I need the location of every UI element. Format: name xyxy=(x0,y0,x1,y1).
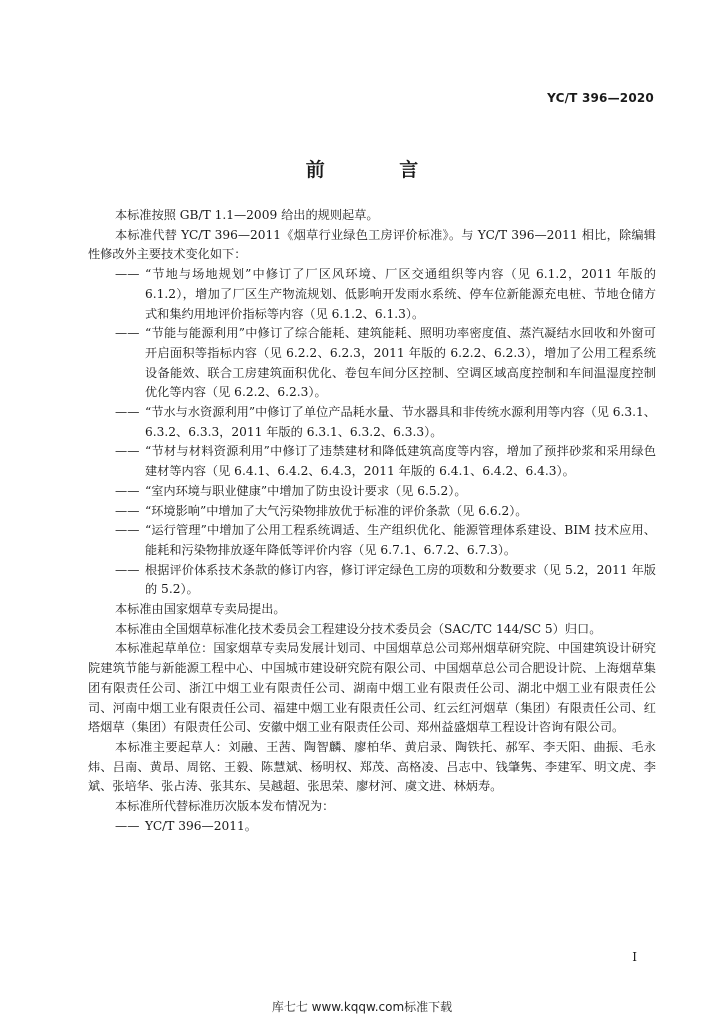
list-dash: —— xyxy=(115,444,140,459)
paragraph xyxy=(88,226,656,265)
list-item xyxy=(88,817,656,837)
paragraph-text: “运行管理”中增加了公用工程系统调适、生产组织优化、能源管理体系建设、BIM 技术应用、能耗和污染物排放逐年降低等评价内容（见 6.7.1、6.7.2、6.7.3）。 xyxy=(145,523,656,557)
list-item xyxy=(88,265,656,324)
paragraph-text: 本标准由全国烟草标准化技术委员会工程建设分技术委员会（SAC/TC 144/SC 5）归口。 xyxy=(115,621,602,636)
list-item xyxy=(88,561,656,600)
list-dash: —— xyxy=(115,326,140,341)
list-item xyxy=(88,521,656,560)
page-title-text: 前 言 xyxy=(305,159,453,181)
paragraph xyxy=(88,620,656,640)
paragraph-text: “室内环境与职业健康”中增加了防虫设计要求（见 6.5.2）。 xyxy=(145,483,467,498)
page-title xyxy=(0,155,724,182)
list-dash: —— xyxy=(115,562,140,577)
paragraph xyxy=(88,797,656,817)
page-number: I xyxy=(632,950,637,964)
list-dash: —— xyxy=(115,267,140,282)
paragraph-text: 本标准起草单位：国家烟草专卖局发展计划司、中国烟草总公司郑州烟草研究院、中国建筑设计研究院建筑节能与新能源工程中心、中国城市建设研究院有限公司、中国烟草总公司合肥设计院、上海烟草集团有限责任公司、浙江中烟工业有限责任公司、湖南中烟工业有限责任公司、湖北中烟工业有限责任公司、河南中烟工业有限责任公司、福建中烟工业有限责任公司、红云红河烟草（集团）有限责任公司、红塔烟草（集团）有限责任公司、安徽中烟工业有限责任公司、郑州益盛烟草工程设计咨询有限公司。 xyxy=(88,641,656,735)
paragraph-text: “节能与能源利用”中修订了综合能耗、建筑能耗、照明功率密度值、蒸汽凝结水回收和外窗可开启面积等指标内容（见 6.2.2、6.2.3，2011 年版的 6.2.2、6.2.3），增加了公用工程系统设备能效、联合工房建筑面积优化、卷包车间分区控制、空调区域高度控制和车间温湿度控制优化等内容（见 6.2.2、6.2.3）。 xyxy=(145,326,656,400)
standard-code: YC/T 396—2020 xyxy=(547,91,654,105)
paragraph-text: 本标准代替 YC/T 396—2011《烟草行业绿色工房评价标准》。与 YC/T 396—2011 相比，除编辑性修改外主要技术变化如下： xyxy=(88,227,656,262)
list-item xyxy=(88,403,656,442)
paragraph-text: 本标准按照 GB/T 1.1—2009 给出的规则起草。 xyxy=(115,208,379,222)
list-dash: —— xyxy=(115,503,140,518)
paragraph-text: “环境影响”中增加了大气污染物排放优于标准的评价条款（见 6.6.2）。 xyxy=(145,503,528,518)
paragraph xyxy=(88,639,656,738)
paragraph-text: “节地与场地规划”中修订了厂区风环境、厂区交通组织等内容（见 6.1.2，2011 年版的 6.1.2），增加了厂区生产物流规划、低影响开发雨水系统、停车位新能源充电桩、节地仓储方式和集约用地评价指标等内容（见 6.1.2、6.1.3）。 xyxy=(145,267,656,321)
paragraph-text: 根据评价体系技术条款的修订内容，修订评定绿色工房的项数和分数要求（见 5.2，2011 年版的 5.2）。 xyxy=(145,562,656,597)
paragraph-text: YC/T 396—2011。 xyxy=(145,818,257,833)
paragraph-text: “节材与材料资源利用”中修订了违禁建材和降低建筑高度等内容，增加了预拌砂浆和采用绿色建材等内容（见 6.4.1、6.4.2、6.4.3，2011 年版的 6.4.1、6.4.2、6.4.3）。 xyxy=(145,444,656,479)
list-item xyxy=(88,502,656,522)
paragraph-text: 本标准由国家烟草专卖局提出。 xyxy=(115,602,286,617)
footer-watermark[interactable]: 库七七 www.kqqw.com标准下载 xyxy=(271,1000,453,1014)
paragraph-text: 本标准所代替标准历次版本发布情况为： xyxy=(115,799,335,814)
list-item xyxy=(88,482,656,502)
paragraph-text: “节水与水资源利用”中修订了单位产品耗水量、节水器具和非传统水源利用等内容（见 6.3.1、6.3.2、6.3.3，2011 年版的 6.3.1、6.3.2、6.3.3）。 xyxy=(145,405,656,439)
list-dash: —— xyxy=(115,405,140,420)
foreword-body xyxy=(88,206,656,837)
list-item xyxy=(88,442,656,481)
paragraph xyxy=(88,738,656,797)
list-item xyxy=(88,324,656,403)
list-dash: —— xyxy=(115,483,140,498)
paragraph xyxy=(88,600,656,620)
paragraph-text: 本标准主要起草人：刘融、王茜、陶智麟、廖柏华、黄启录、陶铁托、郝军、李天阳、曲振、毛永炜、吕南、黄昂、周铭、王毅、陈慧斌、杨明权、郑茂、高格凌、吕志中、钱肇隽、李建军、明文虎、李斌、张培华、张占涛、张其东、吴越超、张思荣、廖材河、虞文进、林炳寿。 xyxy=(88,739,656,794)
list-dash: —— xyxy=(115,818,140,833)
list-dash: —— xyxy=(115,523,140,538)
paragraph xyxy=(88,206,656,226)
